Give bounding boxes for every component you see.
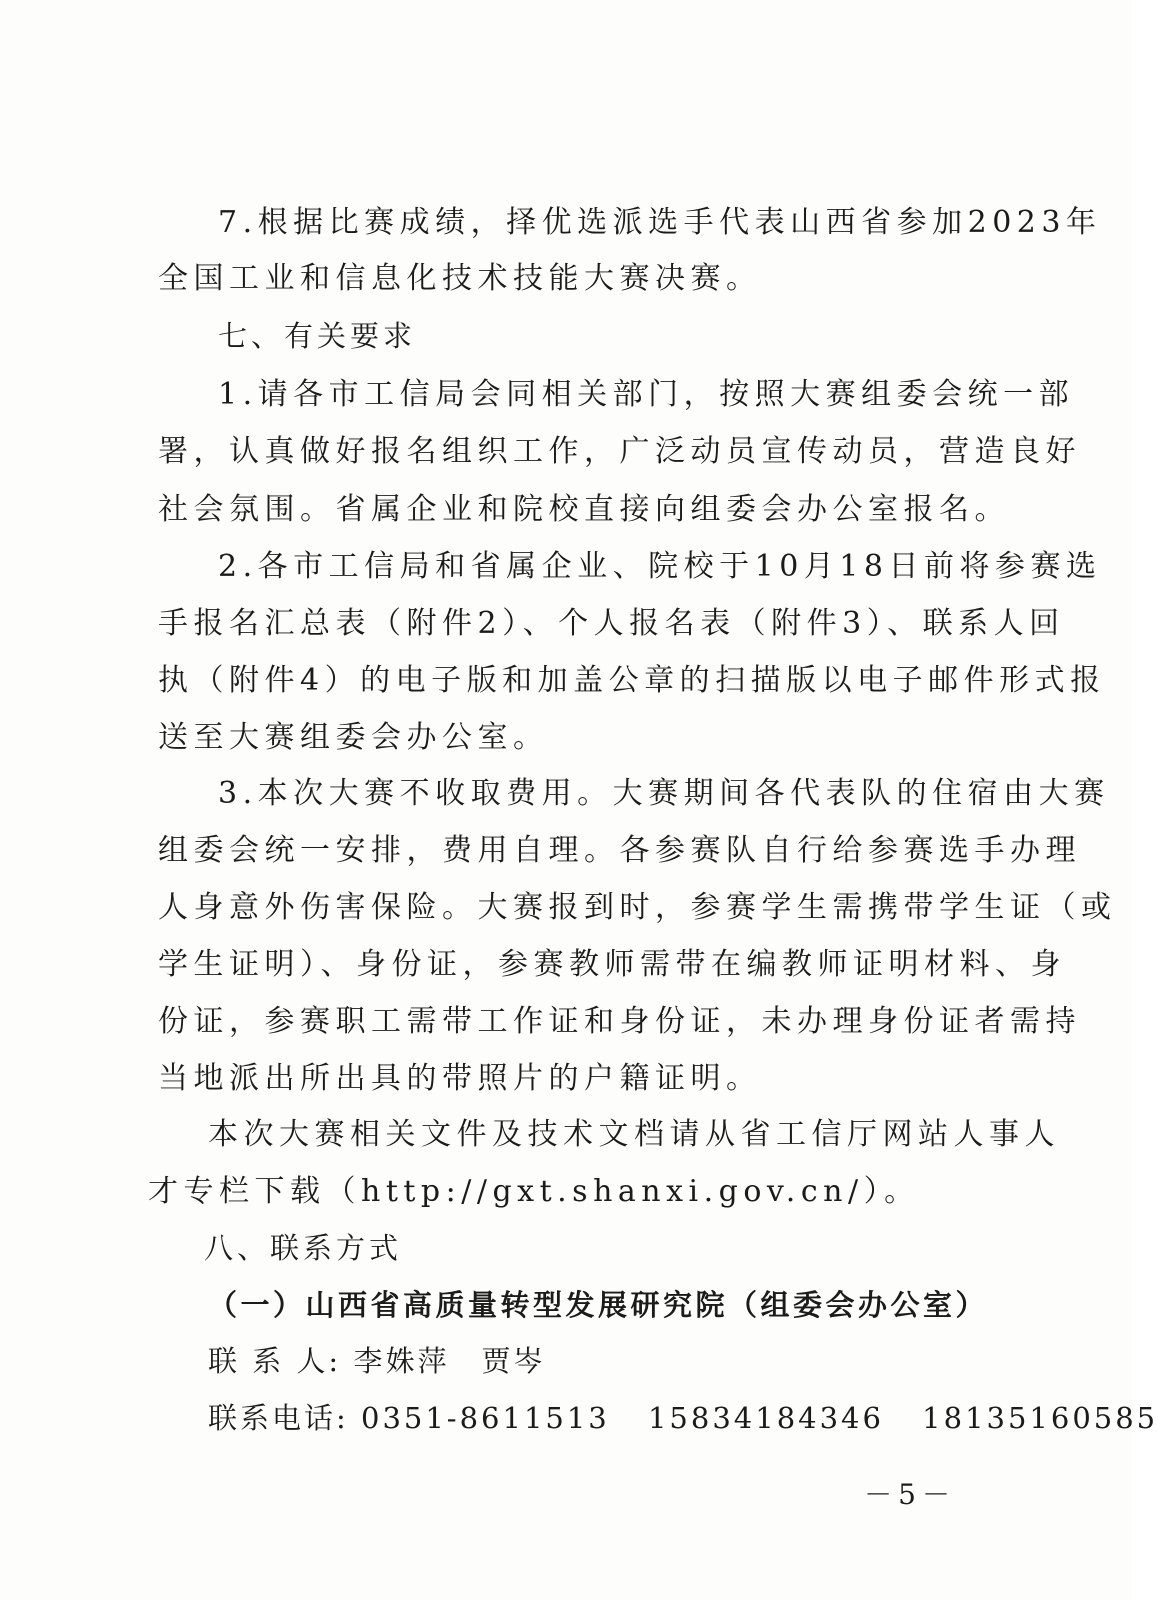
requirement-3-line-4: 学生证明）、身份证，参赛教师需带在编教师证明材料、身 [158, 947, 1066, 982]
contact-phone-1: 0351-8611513 [361, 1401, 610, 1435]
requirement-3-line-6: 当地派出所出具的带照片的户籍证明。 [158, 1061, 762, 1096]
contact-person-row [208, 1341, 1008, 1381]
item7-line-1: 7.根据比赛成绩，择优选派选手代表山西省参加2023年 [218, 205, 1102, 240]
requirement-1-line-3: 社会氛围。省属企业和院校直接向组委会办公室报名。 [158, 492, 1010, 527]
page-number: －5－ [864, 1478, 956, 1511]
item7-line-2: 全国工业和信息化技术技能大赛决赛。 [158, 261, 762, 296]
organization-1-heading: （一）山西省高质量转型发展研究院（组委会办公室） [208, 1288, 989, 1322]
contact-phone-label: 联系电话: [208, 1401, 349, 1435]
requirement-2-line-3: 执（附件4）的电子版和加盖公章的扫描版以电子邮件形式报 [158, 663, 1106, 698]
requirement-3-line-3: 人身意外伤害保险。大赛报到时，参赛学生需携带学生证（或 [158, 890, 1117, 925]
section-8-heading: 八、联系方式 [204, 1231, 403, 1265]
section-7-heading: 七、有关要求 [218, 319, 417, 353]
requirement-3-line-2: 组委会统一安排，费用自理。各参赛队自行给参赛选手办理 [158, 833, 1081, 868]
contact-phone-3: 18135160585 [922, 1401, 1158, 1435]
requirement-3-line-5: 份证，参赛职工需带工作证和身份证，未办理身份证者需持 [158, 1004, 1081, 1039]
contact-phone-2: 15834184346 [647, 1401, 884, 1435]
requirement-1-line-2: 署，认真做好报名组织工作，广泛动员宣传动员，营造良好 [158, 434, 1081, 469]
download-note-line-2: 才专栏下载（http://gxt.shanxi.gov.cn/）。 [148, 1174, 920, 1209]
contact-phone-row [208, 1398, 1158, 1438]
requirement-1-line-1: 1.请各市工信局会同相关部门，按照大赛组委会统一部 [218, 377, 1075, 412]
requirement-2-line-2: 手报名汇总表（附件2）、个人报名表（附件3）、联系人回 [158, 606, 1065, 641]
requirement-3-line-1: 3.本次大赛不收取费用。大赛期间各代表队的住宿由大赛 [218, 776, 1110, 811]
requirement-2-line-1: 2.各市工信局和省属企业、院校于10月18日前将参赛选 [218, 549, 1102, 584]
requirement-2-line-4: 送至大赛组委会办公室。 [158, 720, 549, 755]
contact-person-names: 李姝萍 贾岑 [353, 1344, 546, 1378]
download-note-line-1: 本次大赛相关文件及技术文档请从省工信厅网站人事人 [208, 1117, 1060, 1152]
contact-person-label: 联 系 人: [208, 1344, 342, 1378]
